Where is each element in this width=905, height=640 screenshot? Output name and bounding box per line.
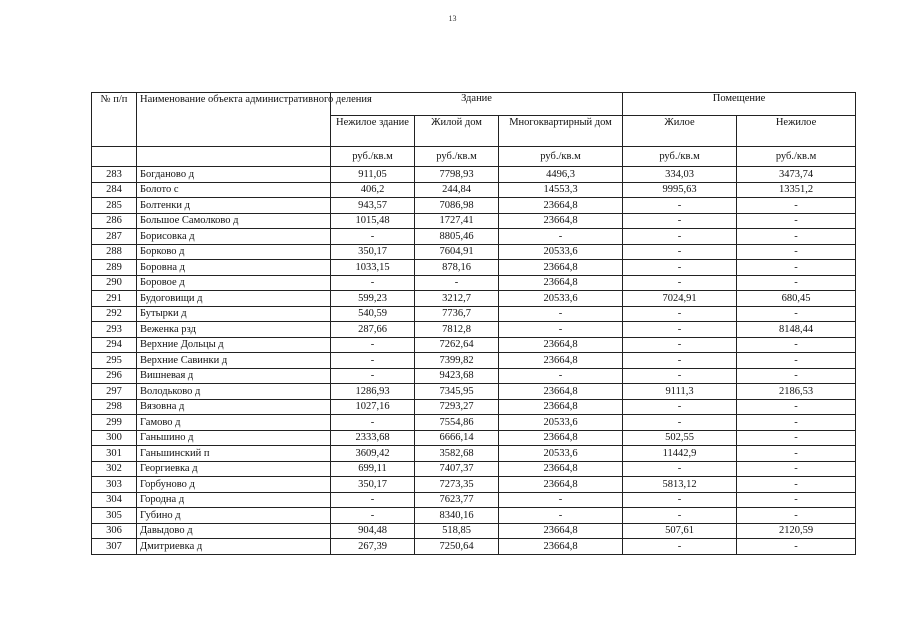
nonresidential-premises-value: -	[737, 198, 856, 214]
nonresidential-premises-value: 680,45	[737, 291, 856, 307]
nonresidential-premises-value: -	[737, 260, 856, 276]
row-number: 292	[92, 306, 137, 322]
row-number: 303	[92, 477, 137, 493]
settlement-name: Губино д	[137, 508, 331, 524]
residential-house-value: 244,84	[415, 182, 499, 198]
table-row	[92, 492, 856, 508]
nonresidential-premises-value: -	[737, 229, 856, 245]
table-row	[92, 430, 856, 446]
residential-house-value: 8340,16	[415, 508, 499, 524]
nonresidential-premises-value: -	[737, 539, 856, 555]
row-number: 283	[92, 167, 137, 183]
residential-premises-value: -	[623, 198, 737, 214]
table-row	[92, 446, 856, 462]
row-number: 284	[92, 182, 137, 198]
residential-premises-value: -	[623, 539, 737, 555]
residential-premises-value: -	[623, 353, 737, 369]
residential-premises-value: 334,03	[623, 167, 737, 183]
row-number: 297	[92, 384, 137, 400]
settlement-name: Богданово д	[137, 167, 331, 183]
nonresidential-premises-value: 2120,59	[737, 523, 856, 539]
nonres-building-value: 1027,16	[331, 399, 415, 415]
nonresidential-premises-value: -	[737, 492, 856, 508]
residential-house-value: 7812,8	[415, 322, 499, 338]
nonresidential-premises-value: -	[737, 415, 856, 431]
nonres-building-value: 1015,48	[331, 213, 415, 229]
nonresidential-premises-value: 8148,44	[737, 322, 856, 338]
apartment-building-value: 20533,6	[499, 415, 623, 431]
residential-house-value: 9423,68	[415, 368, 499, 384]
residential-house-value: 7407,37	[415, 461, 499, 477]
residential-premises-value: -	[623, 275, 737, 291]
residential-premises-value: -	[623, 337, 737, 353]
settlement-name: Борково д	[137, 244, 331, 260]
table-row	[92, 337, 856, 353]
nonresidential-premises-value: -	[737, 244, 856, 260]
apartment-building-value: 14553,3	[499, 182, 623, 198]
apartment-building-value: -	[499, 229, 623, 245]
residential-premises-value: -	[623, 306, 737, 322]
row-number: 300	[92, 430, 137, 446]
apartment-building-value: 23664,8	[499, 461, 623, 477]
table-row	[92, 260, 856, 276]
valuation-table	[91, 92, 856, 555]
table-row	[92, 461, 856, 477]
settlement-name: Верхние Савинки д	[137, 353, 331, 369]
residential-premises-value: 5813,12	[623, 477, 737, 493]
column-header-number: № п/п	[92, 93, 137, 147]
settlement-name: Володьково д	[137, 384, 331, 400]
nonres-building-value: 699,11	[331, 461, 415, 477]
row-number: 307	[92, 539, 137, 555]
settlement-name: Вязовна д	[137, 399, 331, 415]
residential-house-value: 7345,95	[415, 384, 499, 400]
settlement-name: Вишневая д	[137, 368, 331, 384]
nonresidential-premises-value: 3473,74	[737, 167, 856, 183]
table-header	[92, 93, 856, 167]
nonresidential-premises-value: -	[737, 461, 856, 477]
table-row	[92, 291, 856, 307]
nonres-building-value: -	[331, 508, 415, 524]
row-number: 285	[92, 198, 137, 214]
row-number: 291	[92, 291, 137, 307]
apartment-building-value: 23664,8	[499, 399, 623, 415]
nonres-building-value: -	[331, 368, 415, 384]
row-number: 290	[92, 275, 137, 291]
apartment-building-value: 23664,8	[499, 384, 623, 400]
table-row	[92, 523, 856, 539]
table-body	[92, 167, 856, 555]
row-number: 287	[92, 229, 137, 245]
nonres-building-value: 1033,15	[331, 260, 415, 276]
apartment-building-value: 20533,6	[499, 244, 623, 260]
nonresidential-premises-value: 13351,2	[737, 182, 856, 198]
row-number: 306	[92, 523, 137, 539]
apartment-building-value: 4496,3	[499, 167, 623, 183]
unit-label: руб./кв.м	[415, 147, 499, 167]
nonres-building-value: 350,17	[331, 477, 415, 493]
table-row	[92, 508, 856, 524]
row-number: 293	[92, 322, 137, 338]
residential-house-value: 7086,98	[415, 198, 499, 214]
nonres-building-value: -	[331, 275, 415, 291]
apartment-building-value: 23664,8	[499, 275, 623, 291]
residential-premises-value: 9995,63	[623, 182, 737, 198]
residential-house-value: 7250,64	[415, 539, 499, 555]
nonres-building-value: 904,48	[331, 523, 415, 539]
column-header-nonres-building: Нежилое здание	[331, 116, 415, 147]
apartment-building-value: 23664,8	[499, 430, 623, 446]
row-number: 304	[92, 492, 137, 508]
apartment-building-value: 23664,8	[499, 198, 623, 214]
settlement-name: Городна д	[137, 492, 331, 508]
column-header-residential-house: Жилой дом	[415, 116, 499, 147]
table-row	[92, 213, 856, 229]
residential-house-value: 3212,7	[415, 291, 499, 307]
nonresidential-premises-value: -	[737, 353, 856, 369]
residential-house-value: 7623,77	[415, 492, 499, 508]
table-row	[92, 244, 856, 260]
residential-premises-value: -	[623, 368, 737, 384]
settlement-name: Горбуново д	[137, 477, 331, 493]
table-row	[92, 229, 856, 245]
nonres-building-value: 3609,42	[331, 446, 415, 462]
settlement-name: Болото с	[137, 182, 331, 198]
residential-premises-value: -	[623, 260, 737, 276]
table-row	[92, 198, 856, 214]
nonres-building-value: 2333,68	[331, 430, 415, 446]
residential-house-value: 7293,27	[415, 399, 499, 415]
settlement-name: Гамово д	[137, 415, 331, 431]
nonres-building-value: 406,2	[331, 182, 415, 198]
nonres-building-value: -	[331, 492, 415, 508]
residential-premises-value: -	[623, 415, 737, 431]
row-number: 301	[92, 446, 137, 462]
settlement-name: Боровна д	[137, 260, 331, 276]
residential-premises-value: 502,55	[623, 430, 737, 446]
nonres-building-value: 540,59	[331, 306, 415, 322]
nonresidential-premises-value: 2186,53	[737, 384, 856, 400]
nonres-building-value: 943,57	[331, 198, 415, 214]
apartment-building-value: 23664,8	[499, 539, 623, 555]
apartment-building-value: 23664,8	[499, 213, 623, 229]
settlement-name: Верхние Дольцы д	[137, 337, 331, 353]
residential-house-value: 7736,7	[415, 306, 499, 322]
row-number: 305	[92, 508, 137, 524]
nonres-building-value: -	[331, 415, 415, 431]
nonresidential-premises-value: -	[737, 368, 856, 384]
settlement-name: Ганьшино д	[137, 430, 331, 446]
apartment-building-value: -	[499, 508, 623, 524]
row-number: 288	[92, 244, 137, 260]
row-number: 286	[92, 213, 137, 229]
nonresidential-premises-value: -	[737, 213, 856, 229]
residential-house-value: 7399,82	[415, 353, 499, 369]
apartment-building-value: -	[499, 322, 623, 338]
column-header-nonresidential: Нежилое	[737, 116, 856, 147]
residential-house-value: 878,16	[415, 260, 499, 276]
page-number: 13	[448, 14, 457, 23]
nonres-building-value: 350,17	[331, 244, 415, 260]
residential-premises-value: -	[623, 322, 737, 338]
nonres-building-value: 911,05	[331, 167, 415, 183]
nonres-building-value: 599,23	[331, 291, 415, 307]
row-number: 299	[92, 415, 137, 431]
settlement-name: Веженка рзд	[137, 322, 331, 338]
nonresidential-premises-value: -	[737, 399, 856, 415]
residential-house-value: 7554,86	[415, 415, 499, 431]
nonresidential-premises-value: -	[737, 508, 856, 524]
nonresidential-premises-value: -	[737, 306, 856, 322]
apartment-building-value: 20533,6	[499, 291, 623, 307]
residential-house-value: 7604,91	[415, 244, 499, 260]
settlement-name: Ганьшинский п	[137, 446, 331, 462]
row-number: 302	[92, 461, 137, 477]
row-number: 298	[92, 399, 137, 415]
residential-house-value: 1727,41	[415, 213, 499, 229]
residential-house-value: 7798,93	[415, 167, 499, 183]
nonresidential-premises-value: -	[737, 430, 856, 446]
apartment-building-value: -	[499, 492, 623, 508]
settlement-name: Борисовка д	[137, 229, 331, 245]
settlement-name: Болтенки д	[137, 198, 331, 214]
apartment-building-value: 23664,8	[499, 260, 623, 276]
settlement-name: Будоговищи д	[137, 291, 331, 307]
residential-premises-value: -	[623, 508, 737, 524]
residential-premises-value: 9111,3	[623, 384, 737, 400]
group-header-premises: Помещение	[623, 93, 856, 116]
row-number: 295	[92, 353, 137, 369]
residential-house-value: 7273,35	[415, 477, 499, 493]
residential-house-value: 6666,14	[415, 430, 499, 446]
residential-premises-value: 507,61	[623, 523, 737, 539]
residential-house-value: 518,85	[415, 523, 499, 539]
apartment-building-value: 23664,8	[499, 523, 623, 539]
group-header-building: Здание	[331, 93, 623, 116]
table-row	[92, 306, 856, 322]
settlement-name: Бутырки д	[137, 306, 331, 322]
table-row	[92, 322, 856, 338]
apartment-building-value: 23664,8	[499, 353, 623, 369]
nonres-building-value: 1286,93	[331, 384, 415, 400]
column-header-residential: Жилое	[623, 116, 737, 147]
residential-premises-value: -	[623, 229, 737, 245]
settlement-name: Георгиевка д	[137, 461, 331, 477]
table-row	[92, 353, 856, 369]
row-number: 289	[92, 260, 137, 276]
row-number: 294	[92, 337, 137, 353]
unit-spacer	[92, 147, 137, 167]
residential-house-value: -	[415, 275, 499, 291]
nonres-building-value: -	[331, 337, 415, 353]
residential-house-value: 8805,46	[415, 229, 499, 245]
residential-premises-value: 7024,91	[623, 291, 737, 307]
table-row	[92, 415, 856, 431]
residential-house-value: 3582,68	[415, 446, 499, 462]
nonresidential-premises-value: -	[737, 337, 856, 353]
table-row	[92, 182, 856, 198]
table-row	[92, 167, 856, 183]
settlement-name: Дмитриевка д	[137, 539, 331, 555]
unit-label: руб./кв.м	[737, 147, 856, 167]
unit-spacer	[137, 147, 331, 167]
residential-premises-value: -	[623, 461, 737, 477]
nonres-building-value: 287,66	[331, 322, 415, 338]
unit-label: руб./кв.м	[499, 147, 623, 167]
residential-premises-value: -	[623, 213, 737, 229]
nonres-building-value: 267,39	[331, 539, 415, 555]
nonresidential-premises-value: -	[737, 275, 856, 291]
residential-premises-value: -	[623, 399, 737, 415]
table-row	[92, 399, 856, 415]
unit-label: руб./кв.м	[623, 147, 737, 167]
table-row	[92, 275, 856, 291]
nonresidential-premises-value: -	[737, 446, 856, 462]
table-row	[92, 368, 856, 384]
settlement-name: Давыдово д	[137, 523, 331, 539]
apartment-building-value: -	[499, 368, 623, 384]
residential-premises-value: -	[623, 244, 737, 260]
residential-premises-value: 11442,9	[623, 446, 737, 462]
table-row	[92, 477, 856, 493]
nonresidential-premises-value: -	[737, 477, 856, 493]
settlement-name: Большое Самолково д	[137, 213, 331, 229]
apartment-building-value: 20533,6	[499, 446, 623, 462]
settlement-name: Боровое д	[137, 275, 331, 291]
nonres-building-value: -	[331, 353, 415, 369]
residential-premises-value: -	[623, 492, 737, 508]
table-row	[92, 539, 856, 555]
row-number: 296	[92, 368, 137, 384]
column-header-name: Наименование объекта административного деления	[137, 93, 331, 147]
apartment-building-value: 23664,8	[499, 477, 623, 493]
nonres-building-value: -	[331, 229, 415, 245]
apartment-building-value: -	[499, 306, 623, 322]
table-row	[92, 384, 856, 400]
unit-label: руб./кв.м	[331, 147, 415, 167]
residential-house-value: 7262,64	[415, 337, 499, 353]
apartment-building-value: 23664,8	[499, 337, 623, 353]
column-header-apartment-building: Многоквартирный дом	[499, 116, 623, 147]
